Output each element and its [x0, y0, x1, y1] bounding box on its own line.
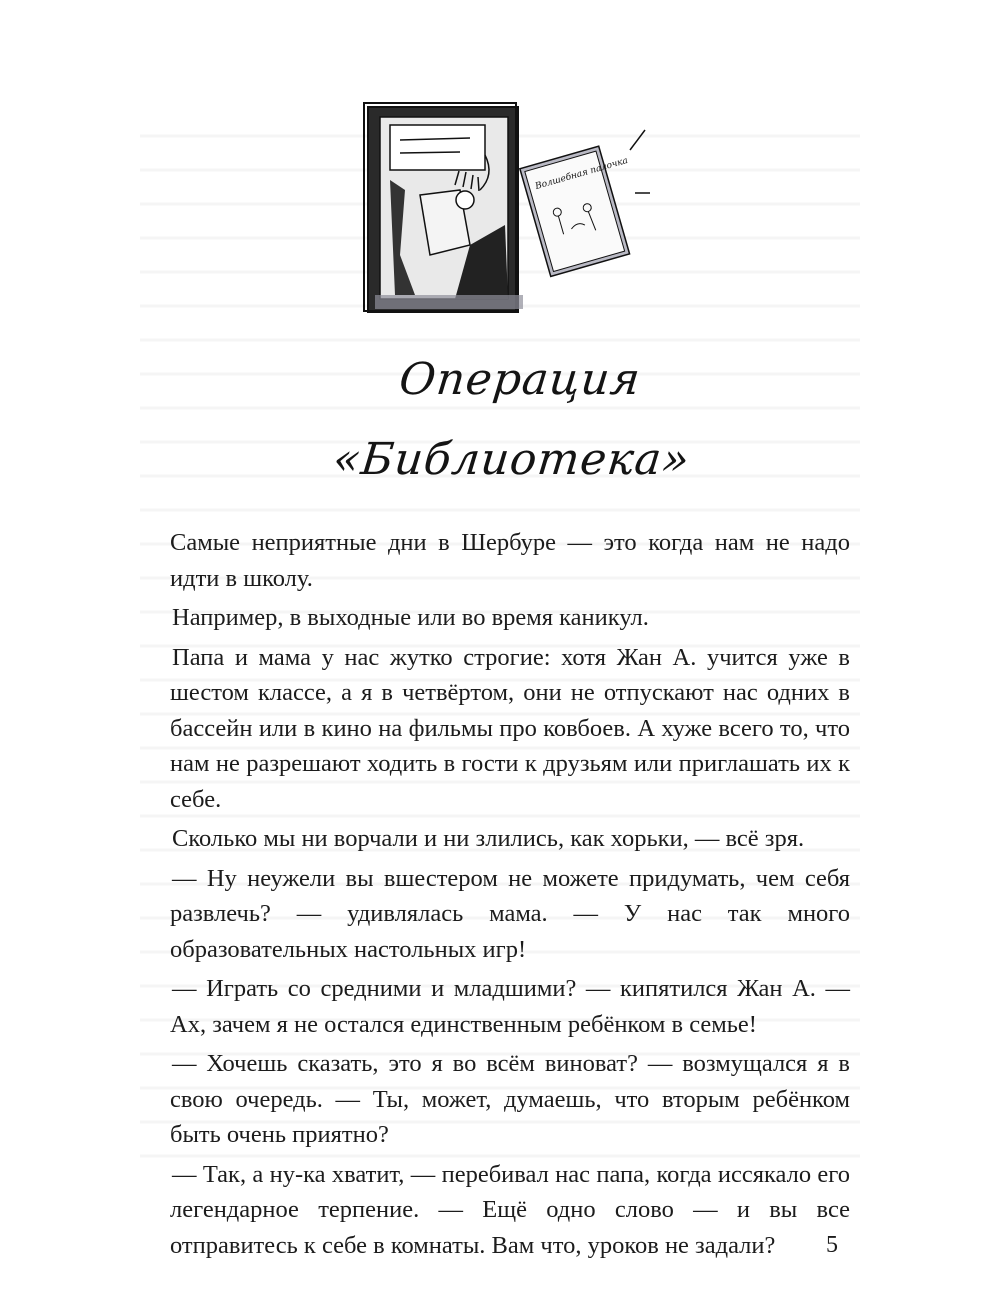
dialogue-paragraph: — Играть со средними и младшими? — кипятился Жан А. — Ах, зачем я не остался единственным ребёнком в семье! [170, 975, 850, 1038]
small-book-drawing [520, 140, 650, 277]
paragraph: Например, в выходные или во время каникул. [172, 604, 649, 631]
dialogue-paragraph: — Хочешь сказать, это я во всём виноват? — возмущался я в свою очередь. — Ты, может, думаешь, что вторым ребёнком быть очень приятно? [170, 1050, 850, 1148]
small-book-title: Волшебная палочка [534, 155, 630, 192]
paragraph: Самые неприятные дни в Шербуре — это когда нам не надо идти в школу. [170, 529, 850, 592]
dialogue-paragraph: — Так, а ну-ка хватит, — перебивал нас папа, когда иссякало его легендарное терпение. — Ещё одно слово — и вы все отправитесь к себе в комнаты. Вам что, уроков не задали? [170, 1160, 850, 1259]
page-number: 5 [826, 1232, 838, 1258]
body-text [170, 525, 850, 1263]
paragraph: Сколько мы ни ворчали и ни злились, как хорьки, — всё зря. [172, 825, 805, 852]
book-illustration [360, 95, 650, 330]
dialogue-paragraph: — Ну неужели вы вшестером не можете придумать, чем себя развлечь? — удивлялась мама. — У нас так много образовательных настольных игр! [170, 864, 850, 963]
large-book-drawing [364, 103, 523, 312]
paragraph: Папа и мама у нас жутко строгие: хотя Жан А. учится уже в шестом классе, а я в четвёртом, они не отпускают нас одних в бассейн или в кино на фильмы про ковбоев. А хуже всего то, что нам не разрешают ходить в гости к друзьям или приглашать их к себе. [170, 643, 850, 813]
chapter-title: Операция «Библиотека» [330, 354, 693, 485]
